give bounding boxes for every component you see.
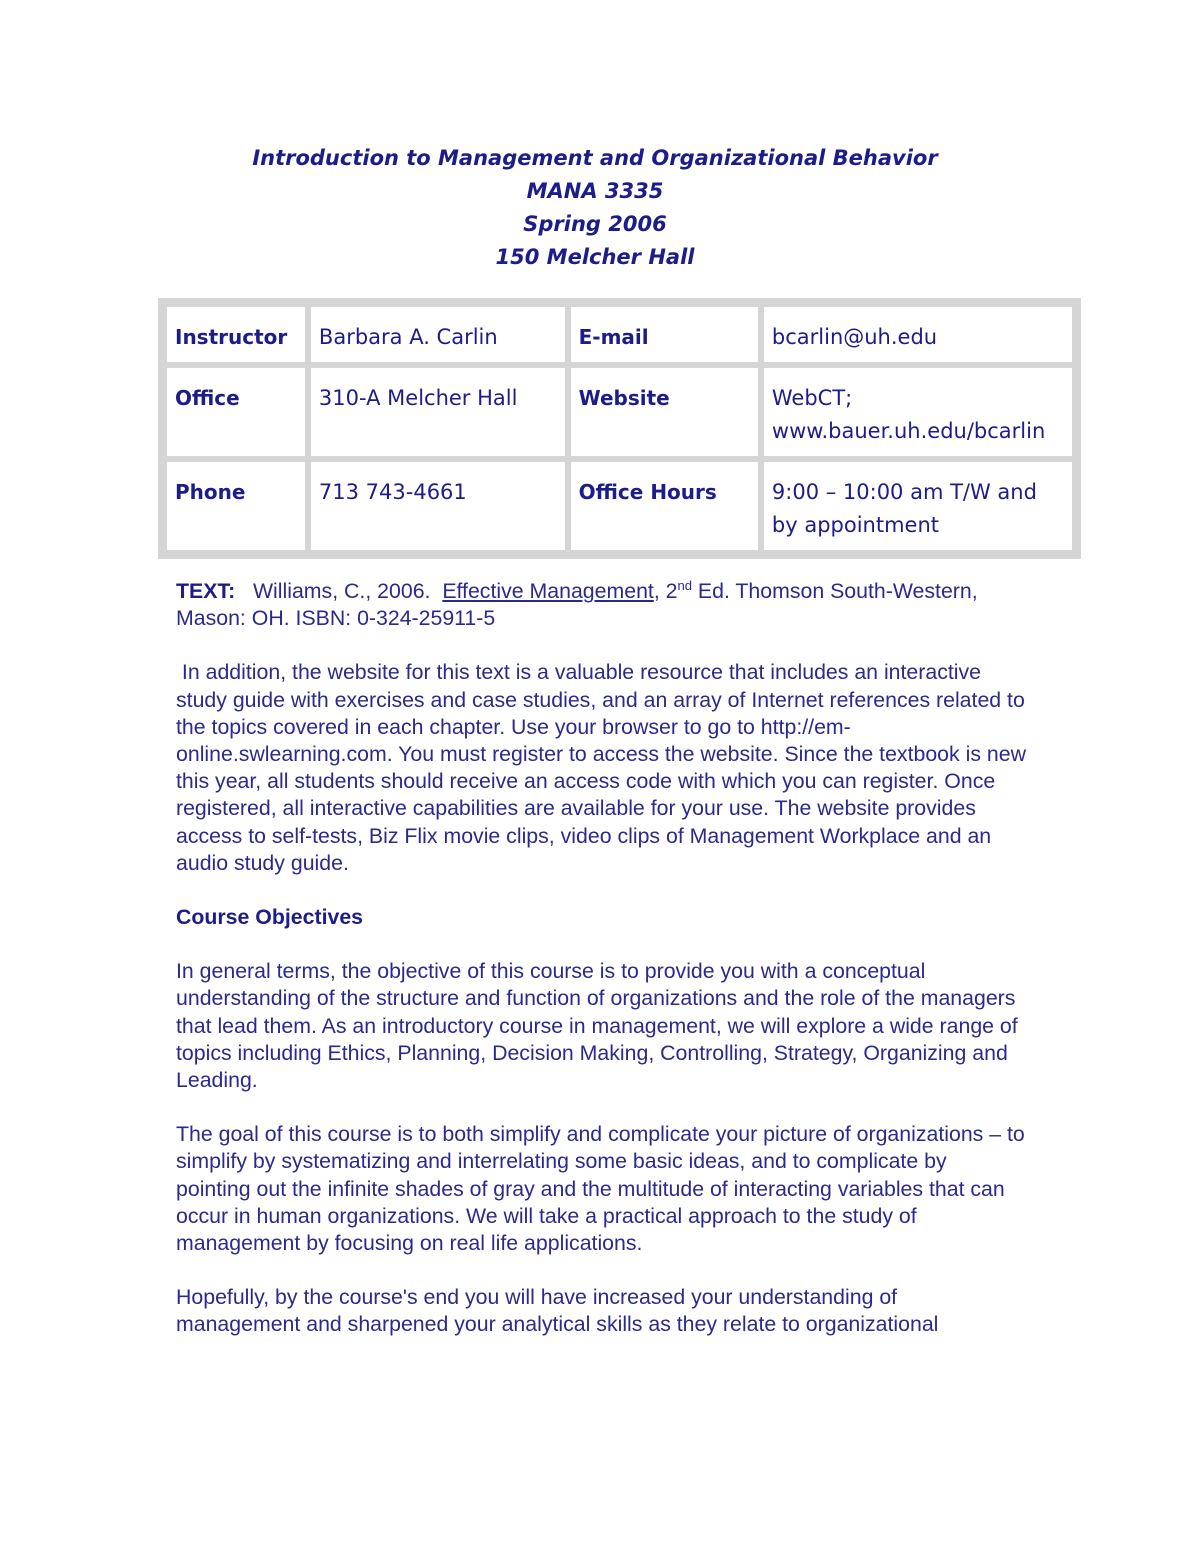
table-row: [167, 462, 1072, 550]
textbook-label: TEXT:: [176, 579, 236, 603]
website-paragraph: [176, 659, 1026, 877]
course-term: Spring 2006: [523, 212, 667, 236]
instructor-value: Barbara A. Carlin: [311, 307, 565, 362]
email-value: bcarlin@uh.edu: [764, 307, 1072, 362]
office-label: Office: [167, 368, 305, 456]
course-location: 150 Melcher Hall: [495, 245, 695, 269]
edition-number: , 2: [653, 579, 678, 603]
office-value: 310-A Melcher Hall: [311, 368, 565, 456]
website-label: Website: [571, 368, 758, 456]
instructor-info-table: [158, 298, 1081, 559]
citation-publisher: Ed. Thomson South-Western, Mason: OH. ISBN: 0-324-25911-5: [176, 579, 978, 631]
website-paragraph-text: In addition, the website for this text is a valuable resource that includes an interactive study guide with exercises and case studies, and an array of Internet references related to the topics covered in each chapter. Use your browser to go to http://em-online.swlearning.com. You must register to access the website. Since the textbook is new this year, all students should receive an access code with which you can register. Once registered, all interactive capabilities are available for your use. The website provides access to self-tests, Biz Flix movie clips, video clips of Management Workplace and an audio study guide.: [176, 660, 1026, 875]
office-hours-line-1: 9:00 – 10:00 am T/W and: [771, 480, 1037, 504]
website-line-1: WebCT;: [771, 386, 853, 410]
objectives-paragraph-2: The goal of this course is to both simplify and complicate your picture of organizations – to simplify by systematizing and interrelating some basic ideas, and to complicate by pointing out the infinite shades of gray and the multitude of interacting variables that can occur in human organizations. We will take a practical approach to the study of management by focusing on real life applications.: [176, 1122, 1025, 1256]
website-value: [764, 368, 1072, 456]
citation-author: Williams, C., 2006.: [252, 579, 431, 603]
website-line-2: www.bauer.uh.edu/bcarlin: [771, 419, 1046, 443]
textbook-citation: [176, 578, 1026, 632]
course-code: MANA 3335: [526, 179, 664, 203]
instructor-label: Instructor: [167, 307, 305, 362]
table-row: [167, 368, 1072, 456]
edition-suffix: nd: [677, 577, 692, 593]
email-label: E-mail: [571, 307, 758, 362]
table-row: [167, 307, 1072, 362]
book-title: Effective Management: [442, 579, 654, 603]
office-hours-line-2: by appointment: [771, 513, 939, 537]
syllabus-header: [0, 142, 1190, 274]
phone-label: Phone: [167, 462, 305, 550]
objectives-paragraph-3: Hopefully, by the course's end you will have increased your understanding of management and sharpened your analytical skills as they relate to organizational: [176, 1285, 939, 1337]
syllabus-body: [176, 578, 1026, 1366]
objectives-paragraph-1: In general terms, the objective of this course is to provide you with a conceptual understanding of the structure and function of organizations and the role of the managers that lead them. As an introductory course in management, we will explore a wide range of topics including Ethics, Planning, Decision Making, Controlling, Strategy, Organizing and Leading.: [176, 959, 1018, 1093]
course-title: Introduction to Management and Organizational Behavior: [252, 146, 938, 170]
phone-value: 713 743-4661: [311, 462, 565, 550]
office-hours-label: Office Hours: [571, 462, 758, 550]
objectives-heading: Course Objectives: [176, 905, 364, 930]
office-hours-value: [764, 462, 1072, 550]
